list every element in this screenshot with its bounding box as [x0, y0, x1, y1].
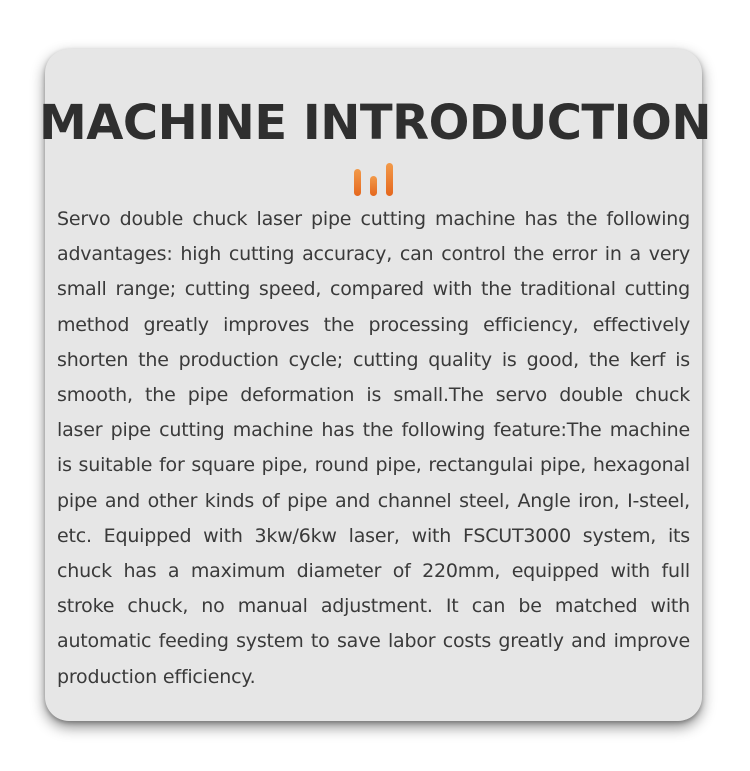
bar-short	[354, 169, 361, 196]
bar-tall	[386, 163, 393, 196]
three-bars-icon	[354, 160, 396, 196]
section-title: MACHINE INTRODUCTION	[38, 95, 711, 151]
bar-shortest	[370, 176, 377, 196]
intro-paragraph: Servo double chuck laser pipe cutting machine has the following advantages: high cutting accuracy, can control the error in a very small range; cutting speed, compared with the traditional cutting method greatly improves the processing efficiency, effectively shorten the production cycle; cutting quality is good, the kerf is smooth, the pipe deformation is small.The servo double chuck laser pipe cutting machine has the following feature:The machine is suitable for square pipe, round pipe, rectangulai pipe, hexagonal pipe and other kinds of pipe and channel steel, Angle iron, I-steel, etc. Equipped with 3kw/6kw laser, with FSCUT3000 system, its chuck has a maximum diameter of 220mm, equipped with full stroke chuck, no manual adjustment. It can be matched with automatic feeding system to save labor costs greatly and improve production efficiency.	[57, 208, 690, 688]
